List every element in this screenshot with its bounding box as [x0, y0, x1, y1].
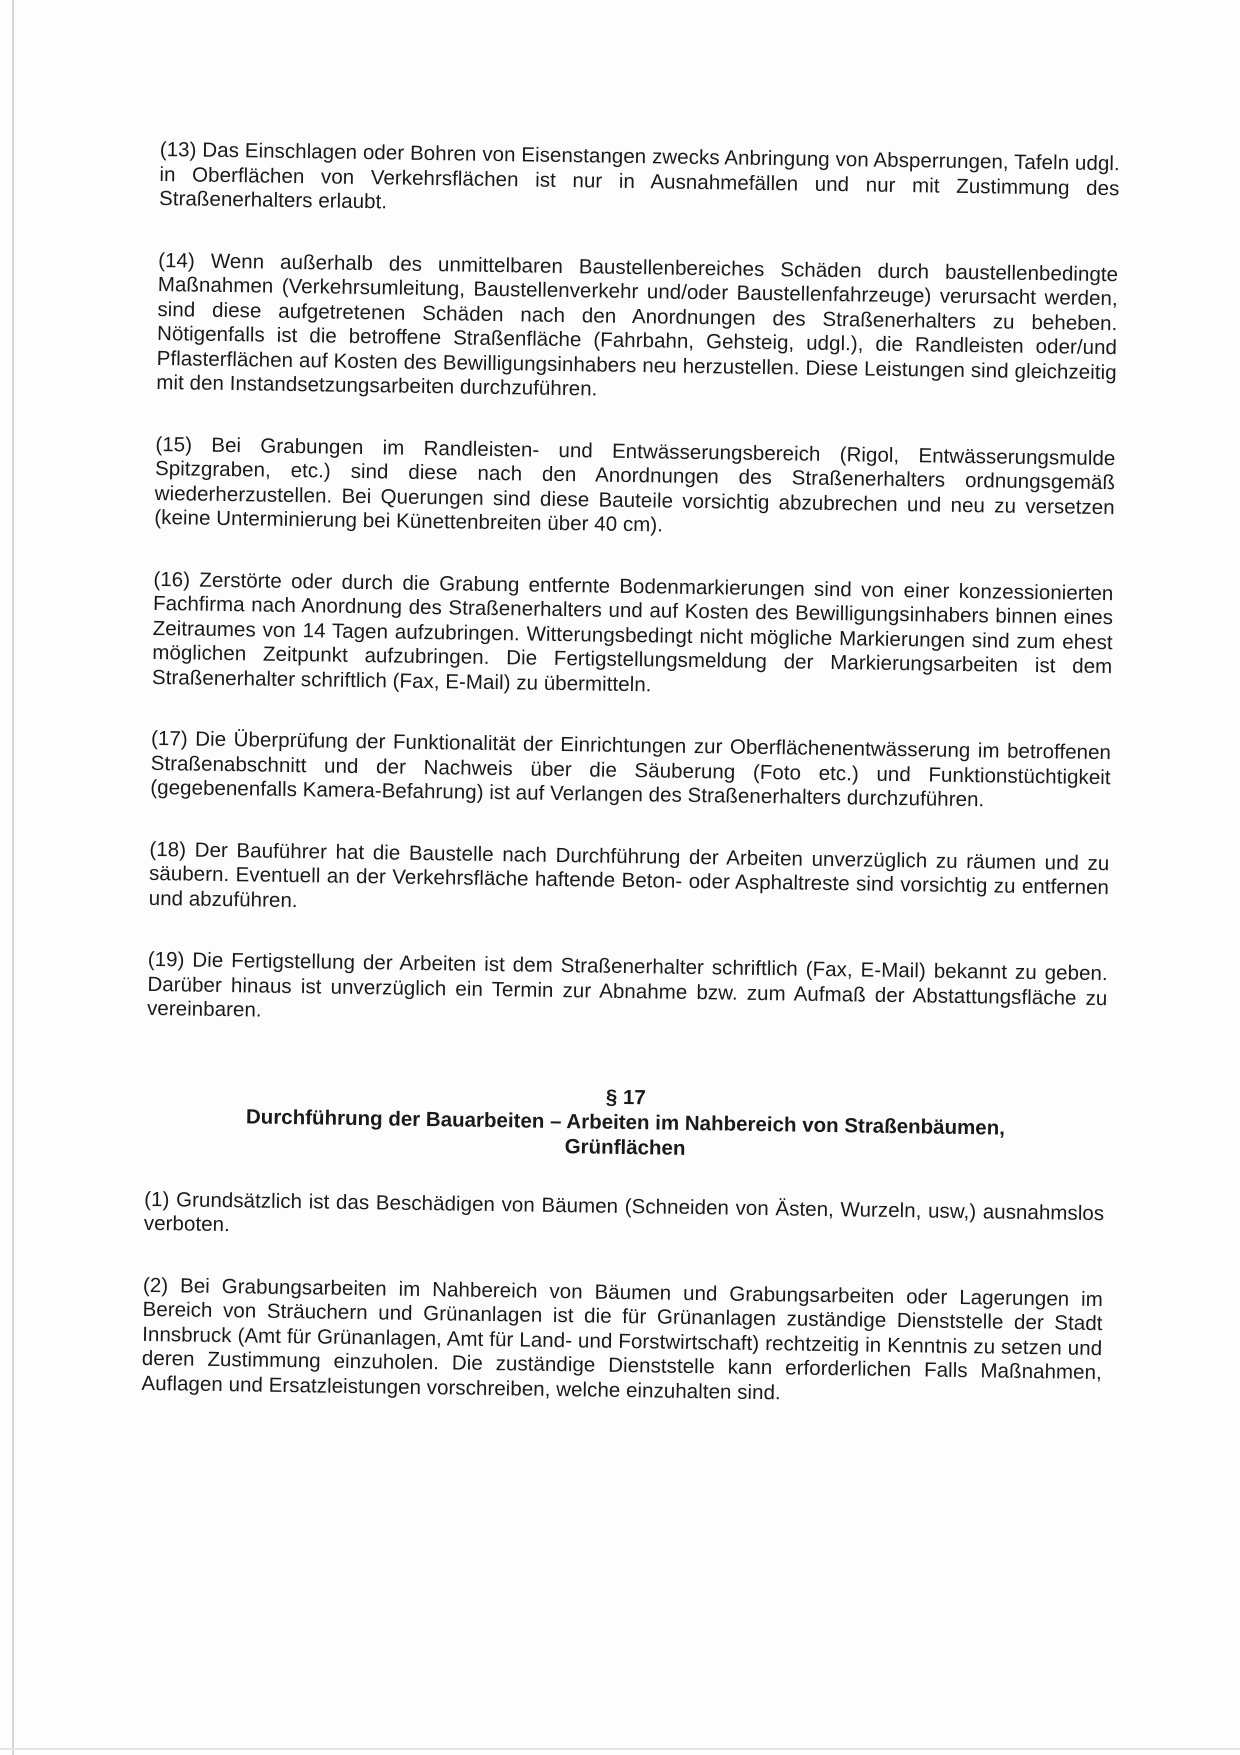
section-paragraph-1: (1) Grundsätzlich ist das Beschädigen von Bäumen (Schneiden von Ästen, Wurzeln, usw,) ausnahmslos verboten. — [143, 1187, 1105, 1237]
paragraph-19: (19) Die Fertigstellung der Arbeiten ist dem Straßenerhalter schriftlich (Fax, E-Mail) bekannt zu geben. Darüber hinaus ist unverzüglich ein Termin zur Abnahme bzw. zum Aufmaß der Abstattungsfläche zu vereinbaren. — [146, 947, 1108, 1022]
paragraph-16: (16) Zerstörte oder durch die Grabung entfernte Bodenmarkierungen sind von einer konzessionierten Fachfirma nach Anordnung des Straßenerhalters und auf Kosten des Bewilligungsinhabers binnen eines Zeitraumes von 14 Tagen aufzubringen. Witterungsbedingt nicht mögliche Markierungen sind zum ehest möglichen Zeitpunkt aufzubringen. Die Fertigstellungsmeldung der Markierungsarbeiten ist dem Straßenerhalter schriftlich (Fax, E-Mail) zu übermitteln. — [151, 567, 1114, 696]
section-heading — [145, 1077, 1106, 1166]
paragraph-17: (17) Die Überprüfung der Funktionalität der Einrichtungen zur Oberflächenentwässerung im betroffenen Straßenabschnitt und der Nachweis über die Säuberung (Foto etc.) und Funktionstüchtigkeit (gegebenenfalls Kamera-Befahrung) ist auf Verlangen des Straßenerhalters durchzuführen. — [150, 726, 1112, 812]
page-content — [141, 138, 1120, 1447]
paragraph-15: (15) Bei Grabungen im Randleisten- und Entwässerungsbereich (Rigol, Entwässerungsmulde Spitzgraben, etc.) sind diese nach den Anordnungen des Straßenerhalters ordnungsgemäß wiederherzustellen. Bei Querungen sind diese Bauteile vorsichtig abzubrechen und neu zu versetzen (keine Unterminierung bei Künettenbreiten über 40 cm). — [154, 432, 1116, 537]
section-paragraph-2: (2) Bei Grabungsarbeiten im Nahbereich von Bäumen und Grabungsarbeiten oder Lagerungen im Bereich von Sträuchern und Grünanlagen ist die für Grünanlagen zuständige Dienststelle der Stadt Innsbruck (Amt für Grünanlagen, Amt für Land- und Forstwirtschaft) rechtzeitig in Kenntnis zu setzen und deren Zustimmung einzuholen. Die zuständige Dienststelle kann erforderlichen Falls Maßnahmen, Auflagen und Ersatzleistungen vorschreiben, welche einzuhalten sind. — [141, 1273, 1104, 1404]
scan-edge-left — [12, 0, 14, 1755]
paragraph-13: (13) Das Einschlagen oder Bohren von Eisenstangen zwecks Anbringung von Absperrungen, Tafeln udgl. in Oberflächen von Verkehrsflächen ist nur in Ausnahmefällen und nur mit Zustimmung des Straßenerhalters erlaubt. — [158, 138, 1120, 214]
section-title-line-2: Grünflächen — [564, 1134, 686, 1160]
section-number: § 17 — [605, 1085, 646, 1109]
section-title-line-1: Durchführung der Bauarbeiten – Arbeiten im Nahbereich von Straßenbäumen, — [245, 1104, 1006, 1140]
paragraph-14: (14) Wenn außerhalb des unmittelbaren Baustellenbereiches Schäden durch baustellenbedingte Maßnahmen (Verkehrsumleitung, Baustellenverkehr und/oder Baustellenfahrzeuge) verursacht werden, sind diese aufgetretenen Schäden nach den Anordnungen des Straßenerhalters zu beheben. Nötigenfalls ist die betroffene Straßenfläche (Fahrbahn, Gehsteig, udgl.), die Randleisten oder/und Pflasterflächen auf Kosten des Bewilligungsinhabers neu herzustellen. Diese Leistungen sind gleichzeitig mit den Instandsetzungsarbeiten durchzuführen. — [156, 248, 1119, 401]
paragraph-18: (18) Der Bauführer hat die Baustelle nach Durchführung der Arbeiten unverzüglich zu räumen und zu säubern. Eventuell an der Verkehrsfläche haftende Beton- oder Asphaltreste sind vorsichtig zu entfernen und abzuführen. — [148, 837, 1110, 912]
scan-edge-bottom — [0, 1748, 1240, 1750]
